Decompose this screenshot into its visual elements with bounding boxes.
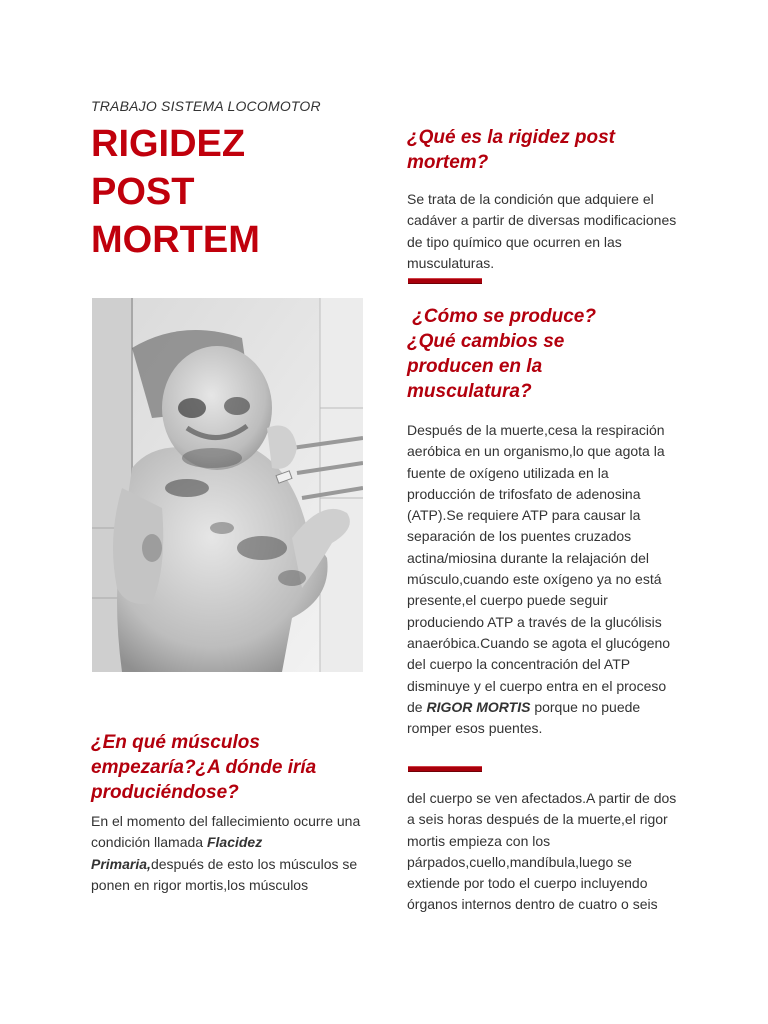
question-heading-muscles: ¿En qué músculos empezaría?¿A dónde iría produciéndose? bbox=[91, 732, 317, 803]
paragraph-process: Después de la muerte,cesa la respiración aeróbica en un organismo,lo que agota la fuente de oxígeno utilizada en la producción de trifosfato de adenosina (ATP).Se requiere ATP para causar la separación de los puentes cruzados actina/miosina durante la relajación del músculo,cuando este oxígeno ya no está presente,el cuerpo puede seguir produciendo ATP a través de la glucólisis anaeróbica.Cuando se agota el glucógeno del cuerpo la concentración del ATP disminuye y el cuerpo entra en el proceso de RIGOR MORTIS porque no puede romper esos puentes. bbox=[407, 422, 671, 737]
paragraph-muscles: En el momento del fallecimiento ocurre una condición llamada Flacidez Primaria,después de esto los músculos se ponen en rigor mortis,los músculos bbox=[91, 813, 361, 893]
bold-term: Flacidez Primaria, bbox=[91, 834, 263, 872]
title-line: RIGIDEZ bbox=[91, 123, 246, 165]
paragraph-continuation: del cuerpo se ven afectados.A partir de dos a seis horas después de la muerte,el rigor mortis empieza con los párpados,cuello,mandíbula,luego se extiende por todo el cuerpo incluyendo órganos internos dentro de cuatro o seis bbox=[407, 790, 677, 913]
paragraph-definition: Se trata de la condición que adquiere el cadáver a partir de diversas modificaciones de tipo químico que ocurren en las musculaturas. bbox=[407, 191, 677, 271]
bold-term: RIGOR MORTIS bbox=[426, 698, 531, 715]
section-divider bbox=[408, 278, 482, 284]
title-line: MORTEM bbox=[91, 219, 260, 261]
question-heading-definition: ¿Qué es la rigidez post mortem? bbox=[407, 127, 615, 173]
section-divider bbox=[408, 766, 482, 772]
title-line: POST bbox=[91, 171, 195, 213]
document-subtitle: TRABAJO SISTEMA LOCOMOTOR bbox=[91, 98, 321, 114]
document-title bbox=[91, 120, 260, 264]
body-photo bbox=[92, 298, 363, 672]
question-heading-process: ¿Cómo se produce? ¿Qué cambios se producen en la musculatura? bbox=[407, 306, 602, 402]
